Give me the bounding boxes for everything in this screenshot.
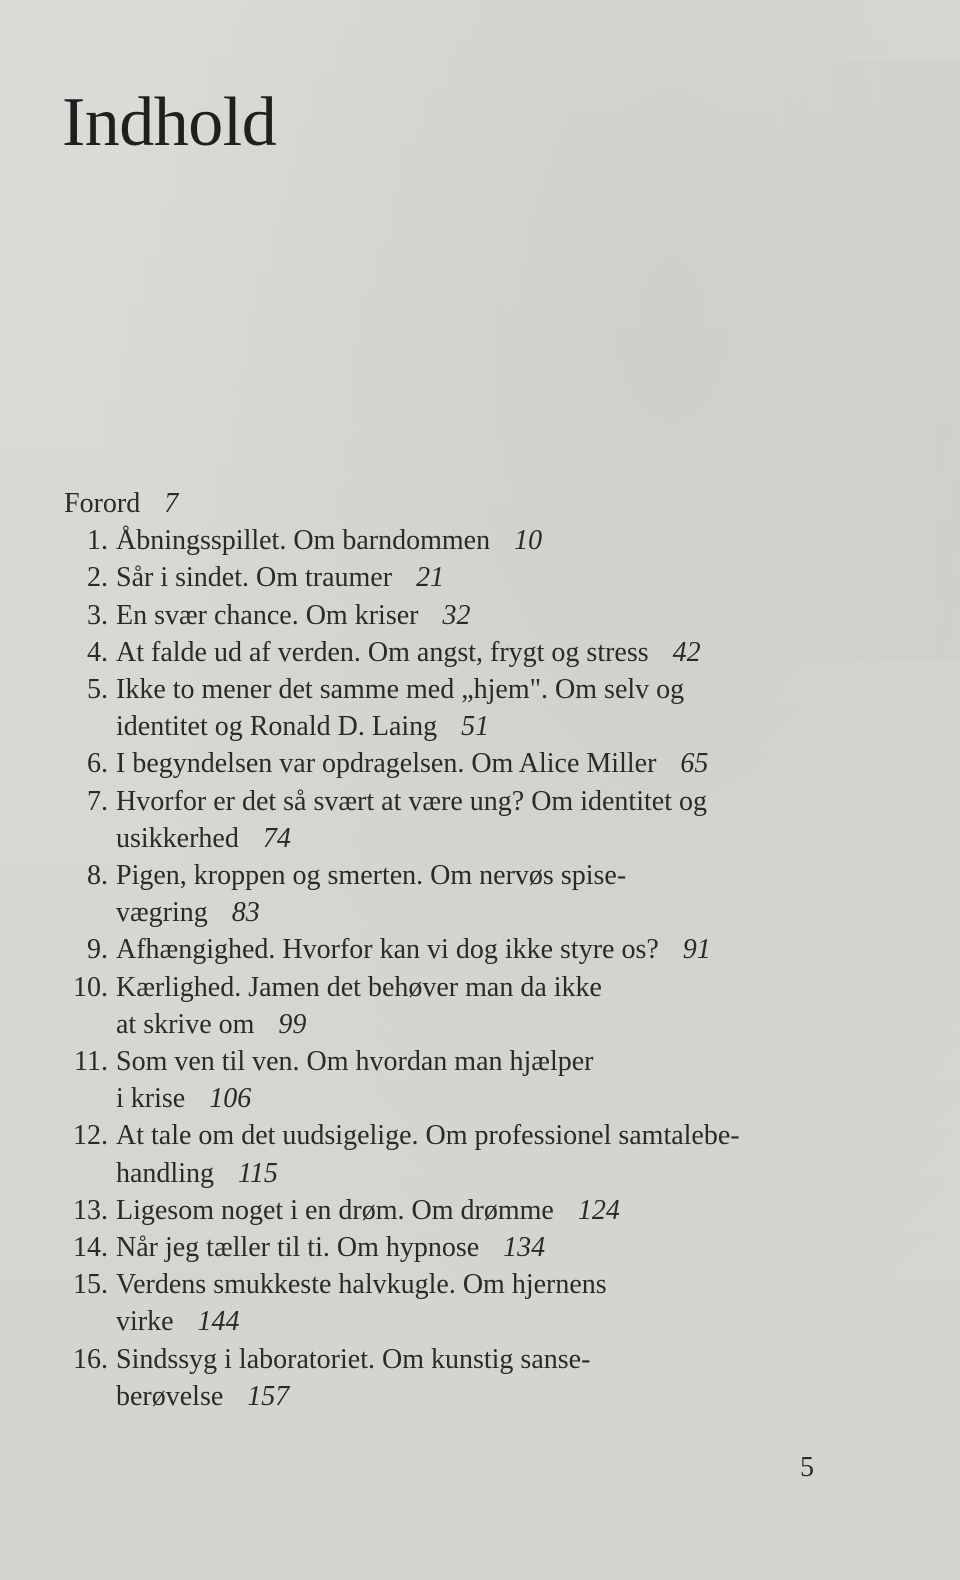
chapter-title-text: Ligesom noget i en drøm. Om drømme [116,1194,554,1226]
chapter-title-line [116,559,826,596]
chapter-title [116,969,826,1043]
chapter-number: 9. [87,934,108,966]
chapter-title [116,522,826,559]
chapter-number: 7. [87,785,108,817]
chapter-title-line [116,1155,826,1192]
chapter-title-text: Sindssyg i laboratoriet. Om kunstig sanse- [116,1343,591,1375]
chapter-title-text: Kærlighed. Jamen det behøver man da ikke [116,971,602,1003]
chapter-number: 12. [73,1120,108,1152]
chapter-page: 51 [461,711,490,743]
chapter-title-text: vægring [116,897,208,929]
chapter-title-text: berøvelse [116,1380,224,1412]
chapter-title-line [116,671,826,708]
toc-entry [64,1341,864,1415]
chapter-number: 4. [87,636,108,668]
toc-entry [64,559,864,596]
page-number: 5 [800,1452,814,1483]
chapter-title-line [116,820,826,857]
preface-page: 7 [164,488,179,519]
chapter-title [116,597,826,634]
chapter-number: 6. [87,748,108,780]
toc-entry [64,857,864,931]
chapter-page: 32 [442,599,471,631]
chapter-number: 11. [74,1046,108,1078]
chapter-page: 10 [514,525,543,557]
chapter-title-text: Hvorfor er det så svært at være ung? Om identitet og [116,785,707,817]
chapter-number: 15. [73,1269,108,1301]
chapter-page: 42 [672,636,701,668]
toc-entries [64,522,864,1415]
chapter-title-line [116,1303,826,1340]
chapter-title-line [116,1192,826,1229]
chapter-title-text: Ikke to mener det samme med „hjem". Om selv og [116,674,685,705]
chapter-page: 124 [577,1194,620,1226]
chapter-page: 144 [197,1306,240,1338]
chapter-title-text: Afhængighed. Hvorfor kan vi dog ikke styre os? [116,934,659,966]
toc-entry [64,634,864,671]
chapter-title [116,634,826,671]
chapter-number: 5. [87,674,108,705]
chapter-title-text: Når jeg tæller til ti. Om hypnose [116,1232,480,1264]
chapter-title [116,1266,826,1340]
chapter-title-line [116,1006,826,1043]
chapter-title [116,1341,826,1415]
chapter-title [116,671,826,745]
chapter-title-text: Sår i sindet. Om traumer [116,562,393,594]
chapter-number: 2. [87,562,108,594]
chapter-title-line [116,931,826,968]
chapter-number: 16. [73,1343,108,1375]
chapter-title-text: handling [116,1157,214,1189]
chapter-title-text: i krise [116,1083,186,1115]
toc-entry [64,1117,864,1191]
chapter-title-text: Pigen, kroppen og smerten. Om nervøs spise- [116,860,627,892]
chapter-page: 157 [247,1380,290,1412]
preface-label: Forord [64,488,141,519]
chapter-title-line [116,634,826,671]
chapter-title-line [116,1043,826,1080]
chapter-title [116,1192,826,1229]
chapter-title-line [116,1266,826,1303]
chapter-page: 21 [416,562,445,594]
chapter-title-line [116,1378,826,1415]
chapter-title-text: At falde ud af verden. Om angst, frygt og stress [116,636,649,668]
chapter-title [116,857,826,931]
chapter-number: 14. [73,1232,108,1264]
chapter-title-text: Verdens smukkeste halvkugle. Om hjernens [116,1269,607,1301]
chapter-title-line [116,745,826,782]
toc-entry [64,931,864,968]
chapter-title-line [116,708,826,745]
chapter-title-text: I begyndelsen var opdragelsen. Om Alice Miller [116,748,657,780]
toc-entry [64,522,864,559]
toc-entry [64,783,864,857]
chapter-title-line [116,969,826,1006]
chapter-page: 83 [231,897,260,929]
chapter-title-line [116,1080,826,1117]
page-title: Indhold [62,84,277,161]
chapter-title-text: virke [116,1306,174,1338]
toc-entry [64,1043,864,1117]
chapter-title-line [116,1341,826,1378]
chapter-title [116,1229,826,1266]
chapter-page: 106 [209,1083,252,1115]
chapter-number: 10. [73,971,108,1003]
chapter-page: 74 [262,822,291,854]
chapter-title [116,783,826,857]
chapter-page: 65 [680,748,709,780]
chapter-title-text: Som ven til ven. Om hvordan man hjælper [116,1046,594,1078]
chapter-title-text: At tale om det uudsigelige. Om professionel samtalebe- [116,1120,740,1152]
chapter-number: 8. [87,860,108,892]
toc-preface [64,485,864,522]
chapter-title-text: at skrive om [116,1008,255,1040]
table-of-contents [64,485,864,1415]
chapter-number: 1. [87,525,108,557]
chapter-page: 99 [278,1008,307,1040]
chapter-title-line [116,1117,826,1154]
chapter-title-line [116,894,826,931]
chapter-title-line [116,783,826,820]
chapter-title [116,1043,826,1117]
chapter-page: 115 [238,1157,278,1189]
chapter-title-line [116,857,826,894]
chapter-title [116,1117,826,1191]
chapter-title-text: identitet og Ronald D. Laing [116,711,438,743]
chapter-title-text: En svær chance. Om kriser [116,599,419,631]
toc-entry [64,969,864,1043]
toc-entry [64,597,864,634]
toc-entry [64,671,864,745]
chapter-title [116,745,826,782]
chapter-number: 3. [87,599,108,631]
toc-entry [64,1192,864,1229]
chapter-number: 13. [73,1194,108,1226]
chapter-title-line [116,1229,826,1266]
chapter-title-text: Åbningsspillet. Om barndommen [116,525,491,557]
toc-entry [64,1266,864,1340]
chapter-title-line [116,597,826,634]
chapter-title-text: usikkerhed [116,822,239,854]
chapter-page: 134 [503,1232,546,1264]
toc-entry [64,1229,864,1266]
chapter-title [116,559,826,596]
chapter-title-line [116,522,826,559]
toc-entry [64,745,864,782]
chapter-title [116,931,826,968]
chapter-page: 91 [682,934,711,966]
